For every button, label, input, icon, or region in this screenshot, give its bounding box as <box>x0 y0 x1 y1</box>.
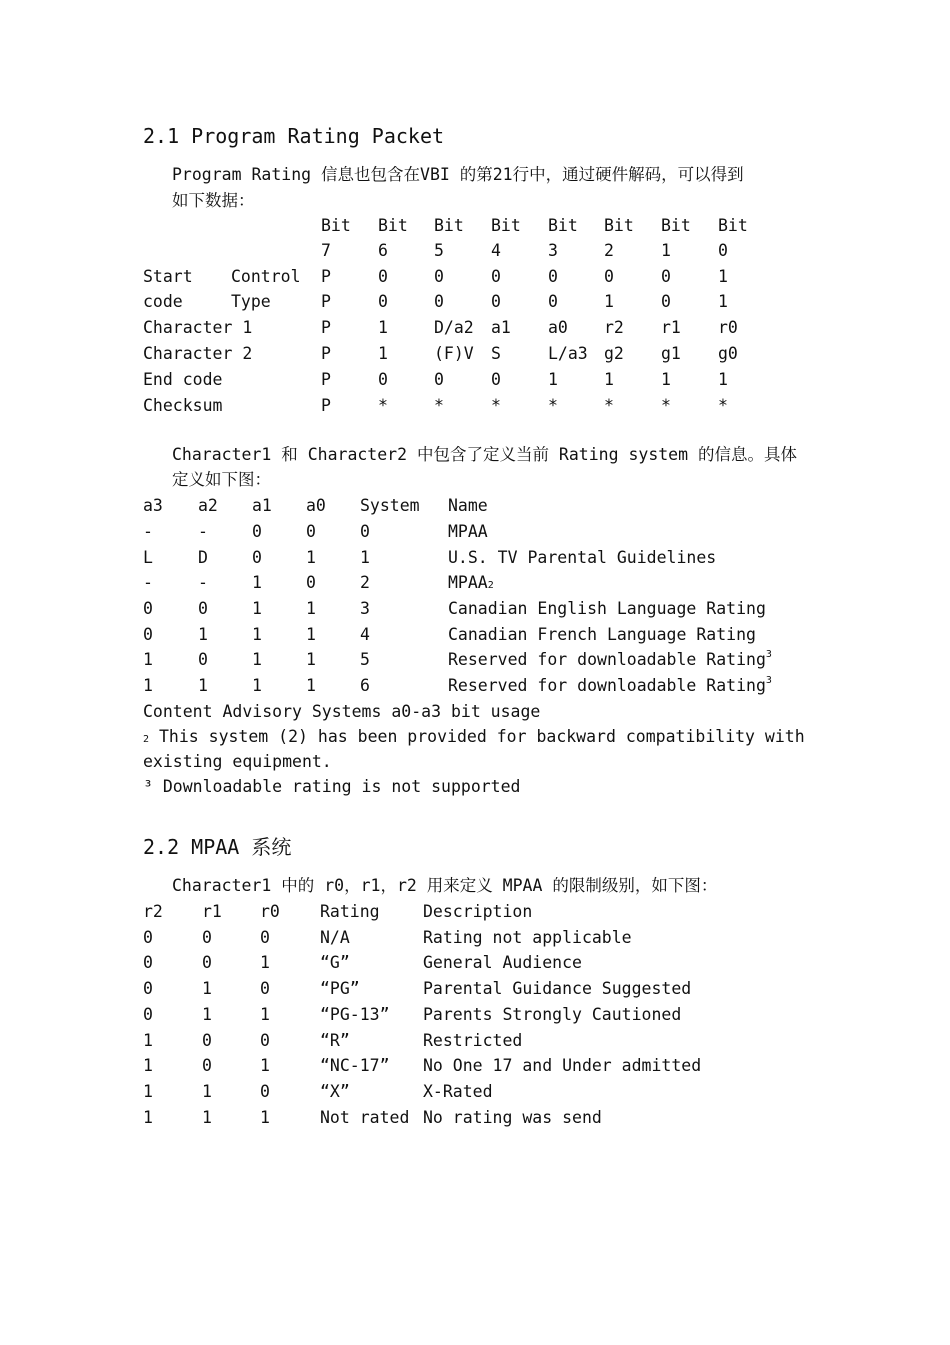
mpaa-cell: 0 <box>202 953 212 972</box>
system-name <box>448 675 772 695</box>
packet-cell: 0 <box>661 292 671 311</box>
packet-cell: 0 <box>434 292 444 311</box>
packet-cell: P <box>321 370 331 389</box>
packet-cell: * <box>434 396 444 415</box>
packet-cell: P <box>321 344 331 363</box>
packet-cell: P <box>321 396 331 415</box>
bit-header-label: Bit <box>604 216 634 235</box>
packet-cell: 0 <box>604 267 614 286</box>
bit-number: 2 <box>604 241 614 260</box>
intro-paragraph-line1: Program Rating 信息也包含在VBI 的第21行中，通过硬件解码，可以得到 <box>172 165 744 184</box>
bit-header-label: Bit <box>434 216 464 235</box>
mpaa-cell: No One 17 and Under admitted <box>423 1056 702 1075</box>
packet-cell: 0 <box>434 267 444 286</box>
mpaa-header-cell: Description <box>423 902 533 921</box>
sys-cell: - <box>143 573 153 592</box>
bit-header-label: Bit <box>718 216 748 235</box>
packet-cell: 0 <box>378 370 388 389</box>
mpaa-cell: 0 <box>143 1005 153 1024</box>
footnote-mark: 2 <box>487 580 494 591</box>
bit-header-label: Bit <box>491 216 521 235</box>
packet-cell: g2 <box>604 344 624 363</box>
packet-cell: r0 <box>718 318 738 337</box>
packet-cell: r1 <box>661 318 681 337</box>
sys-cell: 1 <box>306 548 316 567</box>
packet-cell: g0 <box>718 344 738 363</box>
system-name-text: Reserved for downloadable Rating <box>448 650 766 669</box>
packet-row-label: code <box>143 292 183 311</box>
footnote-2-line2: existing equipment. <box>143 752 332 771</box>
mpaa-cell: 1 <box>260 1005 270 1024</box>
mpaa-cell: 1 <box>143 1056 153 1075</box>
mpaa-cell: 1 <box>202 979 212 998</box>
sys-cell: 0 <box>143 599 153 618</box>
mpaa-header-cell: r2 <box>143 902 163 921</box>
footnote-2-mark: 2 <box>143 734 150 745</box>
packet-cell: S <box>491 344 501 363</box>
mpaa-cell: 1 <box>260 953 270 972</box>
mpaa-cell: 0 <box>260 1082 270 1101</box>
mpaa-cell: 0 <box>202 928 212 947</box>
mpaa-header-cell: r0 <box>260 902 280 921</box>
sys-cell: 1 <box>306 599 316 618</box>
packet-cell: 0 <box>491 267 501 286</box>
sys-cell: 1 <box>198 676 208 695</box>
sys-cell: 1 <box>143 650 153 669</box>
sys-cell: 1 <box>143 676 153 695</box>
mpaa-cell: 1 <box>143 1108 153 1127</box>
mpaa-cell: No rating was send <box>423 1108 602 1127</box>
bit-number: 0 <box>718 241 728 260</box>
packet-cell: * <box>491 396 501 415</box>
mpaa-cell: 0 <box>260 1031 270 1050</box>
packet-cell: a1 <box>491 318 511 337</box>
packet-cell: 1 <box>718 292 728 311</box>
sys-cell: 0 <box>143 625 153 644</box>
bit-header-label: Bit <box>378 216 408 235</box>
packet-row-label: Checksum <box>143 396 223 415</box>
mpaa-cell: Parental Guidance Suggested <box>423 979 692 998</box>
mpaa-cell: 1 <box>202 1005 212 1024</box>
packet-cell: 0 <box>378 292 388 311</box>
sys-cell: 1 <box>306 650 316 669</box>
mpaa-cell: 0 <box>143 928 153 947</box>
packet-cell: 1 <box>604 292 614 311</box>
system-name: U.S. TV Parental Guidelines <box>448 548 717 567</box>
sys-header-cell: System <box>360 496 420 515</box>
sys-cell: 1 <box>306 676 316 695</box>
mpaa-cell: Rating not applicable <box>423 928 632 947</box>
sys-cell: 1 <box>252 573 262 592</box>
sys-cell: 1 <box>360 548 370 567</box>
sys-cell: 1 <box>198 625 208 644</box>
bit-header-label: Bit <box>661 216 691 235</box>
packet-row-sublabel: Type <box>231 292 271 311</box>
sys-cell: 0 <box>360 522 370 541</box>
system-name-text: Reserved for downloadable Rating <box>448 676 766 695</box>
packet-row-sublabel: Control <box>231 267 301 286</box>
packet-row-label: Start <box>143 267 193 286</box>
intro-paragraph-line2: 如下数据： <box>172 191 255 210</box>
mpaa-cell: 0 <box>260 928 270 947</box>
packet-cell: 1 <box>548 370 558 389</box>
packet-cell: 0 <box>548 267 558 286</box>
footnote-2-text: This system (2) has been provided for backward compatibility with <box>149 727 805 746</box>
sys-cell: 0 <box>252 522 262 541</box>
sys-cell: 0 <box>252 548 262 567</box>
bit-number: 5 <box>434 241 444 260</box>
sys-header-cell: Name <box>448 496 488 515</box>
sys-header-cell: a0 <box>306 496 326 515</box>
mpaa-cell: Parents Strongly Cautioned <box>423 1005 682 1024</box>
packet-cell: 1 <box>604 370 614 389</box>
sys-cell: 1 <box>252 599 262 618</box>
packet-cell: (F)V <box>434 344 474 363</box>
bit-number: 4 <box>491 241 501 260</box>
packet-row-label: Character 1 <box>143 318 253 337</box>
mpaa-cell: Restricted <box>423 1031 523 1050</box>
mpaa-cell: “PG” <box>320 979 360 998</box>
system-name: Canadian French Language Rating <box>448 625 756 644</box>
bit-number: 3 <box>548 241 558 260</box>
mpaa-cell: Not rated <box>320 1108 410 1127</box>
sys-header-cell: a3 <box>143 496 163 515</box>
mpaa-cell: General Audience <box>423 953 582 972</box>
sys-cell: 1 <box>252 650 262 669</box>
sys-cell: 1 <box>306 625 316 644</box>
para2-line1: Character1 和 Character2 中包含了定义当前 Rating system 的信息。具体 <box>172 445 797 464</box>
packet-cell: a0 <box>548 318 568 337</box>
mpaa-cell: “X” <box>320 1082 350 1101</box>
footnote-2 <box>143 729 805 746</box>
footnote-mark: 3 <box>765 675 772 686</box>
packet-cell: r2 <box>604 318 624 337</box>
packet-cell: P <box>321 292 331 311</box>
sys-cell: 0 <box>198 599 208 618</box>
mpaa-cell: 0 <box>143 979 153 998</box>
packet-row-label: Character 2 <box>143 344 253 363</box>
bit-number: 1 <box>661 241 671 260</box>
packet-cell: 1 <box>661 370 671 389</box>
packet-cell: P <box>321 267 331 286</box>
sys-cell: 6 <box>360 676 370 695</box>
bit-number: 7 <box>321 241 331 260</box>
mpaa-cell: 1 <box>202 1082 212 1101</box>
sys-header-cell: a1 <box>252 496 272 515</box>
mpaa-cell: 0 <box>202 1056 212 1075</box>
packet-cell: g1 <box>661 344 681 363</box>
packet-cell: 0 <box>491 292 501 311</box>
sys-cell: 1 <box>252 625 262 644</box>
bit-header-label: Bit <box>321 216 351 235</box>
sys-cell: 0 <box>306 522 316 541</box>
mpaa-header-cell: Rating <box>320 902 380 921</box>
bit-header-label: Bit <box>548 216 578 235</box>
sys-cell: - <box>198 522 208 541</box>
mpaa-cell: X-Rated <box>423 1082 493 1101</box>
packet-cell: 1 <box>378 344 388 363</box>
packet-cell: D/a2 <box>434 318 474 337</box>
sys-cell: - <box>143 522 153 541</box>
mpaa-cell: 1 <box>202 1108 212 1127</box>
mpaa-cell: 1 <box>143 1082 153 1101</box>
mpaa-cell: “NC-17” <box>320 1056 390 1075</box>
sys-cell: D <box>198 548 208 567</box>
mpaa-cell: “PG-13” <box>320 1005 390 1024</box>
mpaa-cell: “G” <box>320 953 350 972</box>
sys-cell: 5 <box>360 650 370 669</box>
system-name <box>448 649 772 669</box>
packet-cell: * <box>548 396 558 415</box>
sys-header-cell: a2 <box>198 496 218 515</box>
sys-cell: 0 <box>306 573 316 592</box>
packet-cell: * <box>378 396 388 415</box>
packet-cell: * <box>604 396 614 415</box>
table-caption: Content Advisory Systems a0-a3 bit usage <box>143 702 541 721</box>
packet-cell: 1 <box>718 370 728 389</box>
packet-cell: * <box>661 396 671 415</box>
mpaa-cell: “R” <box>320 1031 350 1050</box>
mpaa-cell: N/A <box>320 928 350 947</box>
packet-cell: 0 <box>378 267 388 286</box>
mpaa-cell: 1 <box>143 1031 153 1050</box>
mpaa-intro: Character1 中的 r0，r1，r2 用来定义 MPAA 的限制级别，如下图： <box>172 876 718 895</box>
packet-cell: 0 <box>491 370 501 389</box>
packet-cell: P <box>321 318 331 337</box>
packet-cell: 0 <box>661 267 671 286</box>
footnote-mark: 3 <box>765 649 772 660</box>
system-name <box>448 575 494 592</box>
sys-cell: 4 <box>360 625 370 644</box>
sys-cell: - <box>198 573 208 592</box>
packet-cell: * <box>718 396 728 415</box>
mpaa-cell: 0 <box>143 953 153 972</box>
packet-cell: 0 <box>548 292 558 311</box>
sys-cell: 0 <box>198 650 208 669</box>
system-name: MPAA <box>448 522 488 541</box>
para2-line2: 定义如下图： <box>172 470 271 489</box>
sys-cell: 2 <box>360 573 370 592</box>
system-name: Canadian English Language Rating <box>448 599 766 618</box>
packet-cell: 0 <box>434 370 444 389</box>
packet-row-label: End code <box>143 370 223 389</box>
packet-cell: 1 <box>378 318 388 337</box>
footnote-3: ³ Downloadable rating is not supported <box>143 777 521 796</box>
sys-cell: 3 <box>360 599 370 618</box>
packet-cell: L/a3 <box>548 344 588 363</box>
section-heading-2-1: 2.1 Program Rating Packet <box>143 124 445 148</box>
sys-cell: 1 <box>252 676 262 695</box>
mpaa-header-cell: r1 <box>202 902 222 921</box>
mpaa-cell: 0 <box>260 979 270 998</box>
system-name-text: MPAA <box>448 573 488 592</box>
sys-cell: L <box>143 548 153 567</box>
mpaa-cell: 1 <box>260 1056 270 1075</box>
bit-number: 6 <box>378 241 388 260</box>
mpaa-cell: 0 <box>202 1031 212 1050</box>
packet-cell: 1 <box>718 267 728 286</box>
section-heading-2-2: 2.2 MPAA 系统 <box>143 835 292 859</box>
mpaa-cell: 1 <box>260 1108 270 1127</box>
